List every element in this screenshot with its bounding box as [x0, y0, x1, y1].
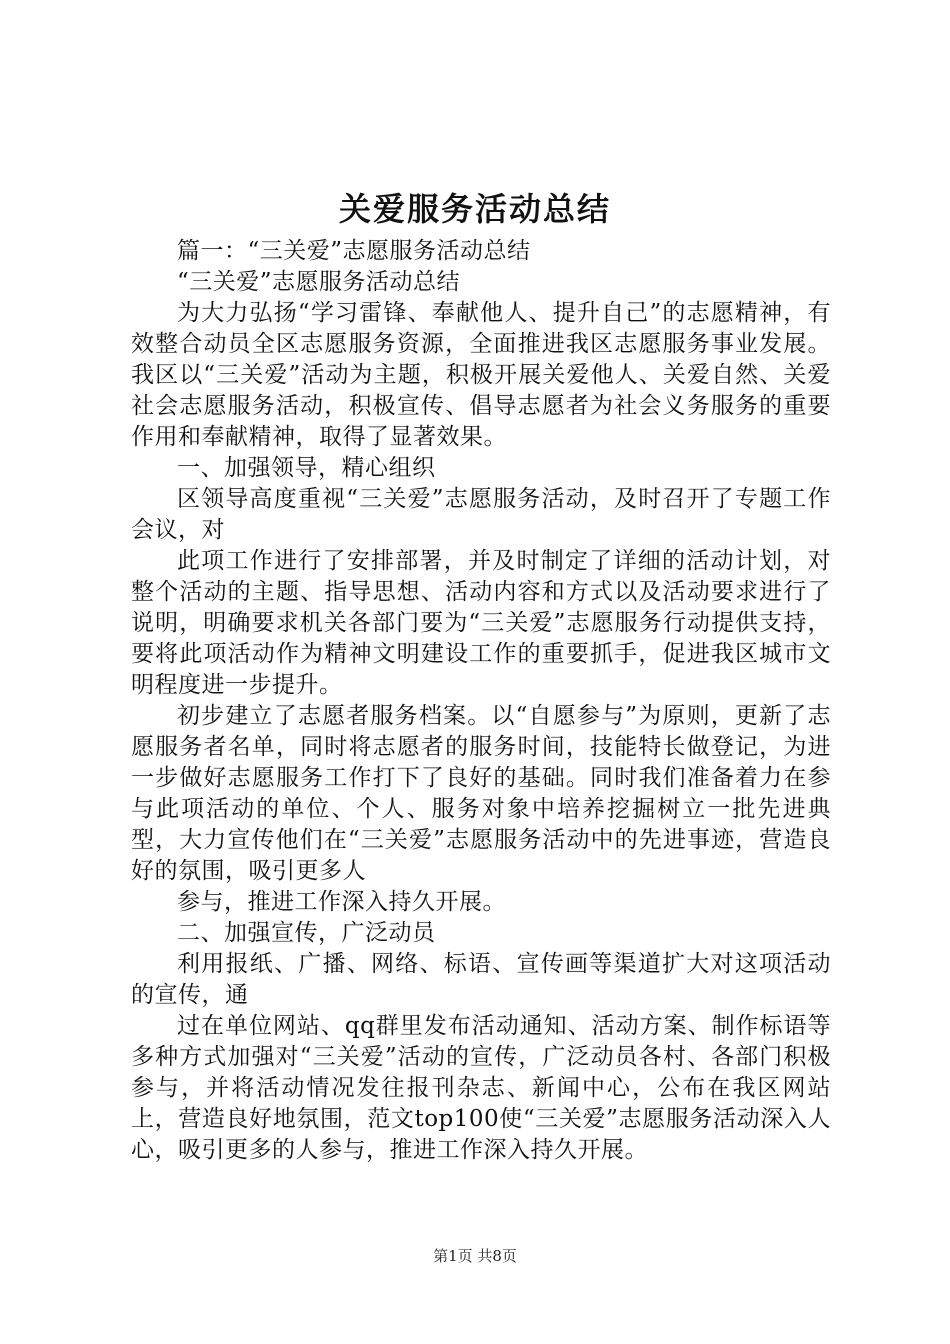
page-footer: 第1页 共8页: [433, 1247, 517, 1265]
paragraph-body: 过在单位网站、qq群里发布活动通知、活动方案、制作标语等多种方式加强对“三关爱”活动的宣传，广泛动员各村、各部门积极参与，并将活动情况发往报刊杂志、新闻中心，公布在我区网站上，营造良好地氛围，范文top100使“三关爱”志愿服务活动深入人心，吸引更多的人参与，推进工作深入持久开展。: [131, 1013, 831, 1163]
paragraph-subtitle: “三关爱”志愿服务活动总结: [177, 269, 461, 295]
document-body: [131, 236, 831, 1166]
paragraph-section-heading: 篇一：“三关爱”志愿服务活动总结: [177, 238, 531, 264]
paragraph-body: 区领导高度重视“三关爱”志愿服务活动，及时召开了专题工作会议，对: [131, 486, 831, 543]
paragraph-body: 参与，推进工作深入持久开展。: [177, 889, 506, 915]
document-title: 关爱服务活动总结: [338, 190, 611, 228]
paragraph-body: 初步建立了志愿者服务档案。以“自愿参与”为原则，更新了志愿服务者名单，同时将志愿者的服务时间，技能特长做登记，为进一步做好志愿服务工作打下了良好的基础。同时我们准备着力在参与此项活动的单位、个人、服务对象中培养挖掘树立一批先进典型，大力宣传他们在“三关爱”志愿服务活动中的先进事迹，营造良好的氛围，吸引更多人: [131, 703, 831, 884]
paragraph-body: 此项工作进行了安排部署，并及时制定了详细的活动计划，对整个活动的主题、指导思想、活动内容和方式以及活动要求进行了说明，明确要求机关各部门要为“三关爱”志愿服务行动提供支持，要将此项活动作为精神文明建设工作的重要抓手，促进我区城市文明程度进一步提升。: [131, 548, 831, 698]
paragraph-body: 利用报纸、广播、网络、标语、宣传画等渠道扩大对这项活动的宣传，通: [131, 951, 831, 1008]
paragraph-heading-1: 一、加强领导，精心组织: [177, 455, 436, 481]
paragraph-heading-2: 二、加强宣传，广泛动员: [177, 920, 436, 946]
paragraph-intro: 为大力弘扬“学习雷锋、奉献他人、提升自己”的志愿精神，有效整合动员全区志愿服务资源，全面推进我区志愿服务事业发展。我区以“三关爱”活动为主题，积极开展关爱他人、关爱自然、关爱社会志愿服务活动，积极宣传、倡导志愿者为社会义务服务的重要作用和奉献精神，取得了显著效果。: [131, 300, 831, 450]
